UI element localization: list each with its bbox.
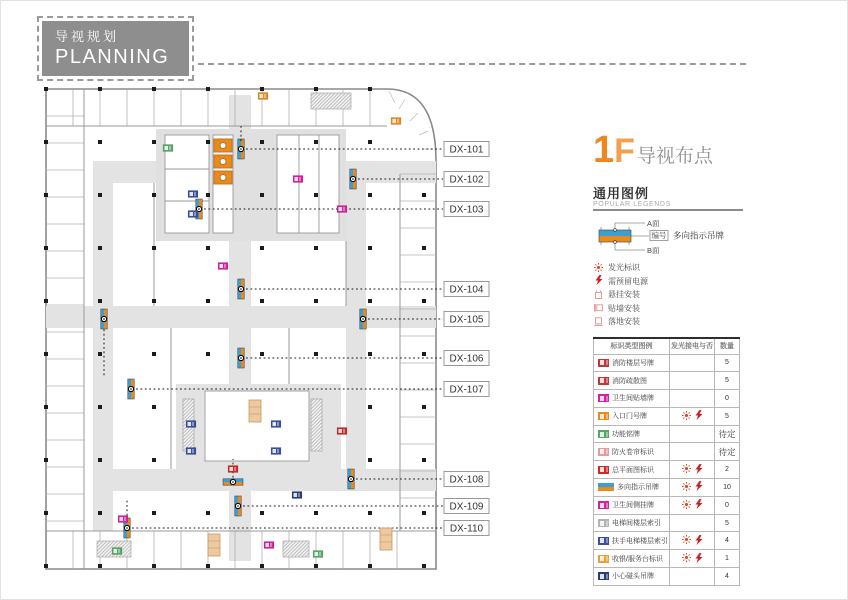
bolt-icon bbox=[695, 464, 703, 476]
table-row bbox=[594, 443, 740, 461]
hanging-sign-marker bbox=[128, 379, 134, 399]
sun-icon bbox=[682, 482, 691, 493]
bolt-icon bbox=[695, 481, 703, 493]
table-row bbox=[594, 354, 740, 372]
floor-mount-icon bbox=[594, 313, 603, 331]
sign-type-label: 功能铭牌 bbox=[612, 431, 640, 439]
title-box-inner bbox=[42, 21, 189, 76]
sun-icon bbox=[682, 535, 691, 546]
svg-text:DX-103: DX-103 bbox=[449, 204, 484, 216]
lit-power-cell bbox=[670, 407, 715, 425]
table-row bbox=[594, 496, 740, 514]
table-row bbox=[594, 550, 740, 568]
legend-item-label: 发光标识 bbox=[608, 263, 640, 273]
plan-tag bbox=[186, 448, 196, 455]
page-title-en: PLANNING bbox=[55, 46, 170, 68]
sign-type-label: 多向指示吊牌 bbox=[617, 484, 659, 492]
hanging-sign-marker bbox=[350, 169, 356, 189]
header-sign-type: 标识类型图例 bbox=[594, 338, 670, 355]
svg-text:DX-101: DX-101 bbox=[449, 144, 484, 156]
multi-direction-hanging-sign-icon bbox=[598, 483, 614, 491]
lit-power-cell bbox=[670, 479, 715, 497]
legend-item bbox=[593, 275, 745, 289]
plan-tag bbox=[391, 118, 401, 125]
table-header-row bbox=[594, 338, 740, 355]
service-desk-box bbox=[380, 528, 392, 550]
svg-text:DX-107: DX-107 bbox=[449, 384, 484, 396]
sun-icon bbox=[682, 553, 691, 564]
legend-item-label: 落地安装 bbox=[608, 317, 640, 327]
quantity-cell: 4 bbox=[715, 532, 740, 550]
legend-item-label: 贴墙安装 bbox=[608, 303, 640, 313]
plan-point-label bbox=[444, 382, 489, 397]
lit-power-cell bbox=[670, 568, 715, 586]
plan-tag bbox=[337, 206, 347, 213]
master-plan-sign-icon bbox=[598, 466, 609, 474]
sign-type-label: 入口门号牌 bbox=[612, 413, 647, 421]
plan-tag bbox=[112, 548, 122, 555]
hanging-sign-marker bbox=[238, 139, 244, 159]
plan-point-label bbox=[444, 472, 489, 487]
table-row bbox=[594, 425, 740, 443]
sign-type-label: 总平面图标识 bbox=[612, 466, 654, 474]
plan-point-label bbox=[444, 521, 489, 536]
elevator-floor-index-icon bbox=[598, 519, 609, 527]
plan-point-label bbox=[444, 202, 489, 217]
bolt-icon bbox=[695, 499, 703, 511]
floor-title-text: 导视布点 bbox=[636, 146, 713, 167]
quantity-cell: 5 bbox=[715, 407, 740, 425]
sign-type-label: 防火卷帘标识 bbox=[612, 448, 654, 456]
lit-power-cell bbox=[670, 461, 715, 479]
quantity-cell: 5 bbox=[715, 372, 740, 390]
table-row bbox=[594, 372, 740, 390]
hanging-sign-marker bbox=[348, 469, 354, 489]
hanging-sign-marker bbox=[223, 479, 243, 485]
plan-tag bbox=[188, 191, 198, 198]
lit-power-cell bbox=[670, 354, 715, 372]
sun-icon bbox=[682, 411, 691, 422]
legend-item bbox=[593, 261, 745, 275]
svg-text:DX-104: DX-104 bbox=[449, 284, 484, 296]
floor-title bbox=[593, 131, 745, 171]
svg-text:DX-105: DX-105 bbox=[449, 314, 484, 326]
sun-icon bbox=[682, 464, 691, 475]
legend-item bbox=[593, 288, 745, 302]
service-desk-box bbox=[208, 534, 220, 556]
quantity-cell: 5 bbox=[715, 514, 740, 532]
lit-power-cell bbox=[670, 550, 715, 568]
svg-text:DX-110: DX-110 bbox=[449, 523, 484, 535]
fire-floor-number-sign-icon bbox=[598, 359, 609, 367]
header-dashed-divider bbox=[198, 63, 746, 65]
plan-tag bbox=[313, 551, 323, 558]
sign-type-label: 卫生间贴墙牌 bbox=[612, 395, 654, 403]
lit-power-cell bbox=[670, 514, 715, 532]
sign-type-label: 收银/服务台标识 bbox=[612, 555, 663, 563]
plan-tag bbox=[271, 448, 281, 455]
side-panel bbox=[593, 131, 745, 586]
quantity-cell: 1 bbox=[715, 550, 740, 568]
plan-tag bbox=[218, 263, 228, 270]
sign-type-label: 小心碰头吊牌 bbox=[612, 573, 654, 581]
legend-list bbox=[593, 261, 745, 329]
legend-heading bbox=[593, 183, 743, 211]
legend-item-label: 需预留电源 bbox=[608, 276, 648, 286]
toilet-wall-sign-icon bbox=[598, 394, 609, 402]
table-row bbox=[594, 461, 740, 479]
plan-point-label bbox=[444, 282, 489, 297]
bolt-icon bbox=[695, 410, 703, 422]
legend-title-en: POPULAR LEGENDS bbox=[593, 201, 671, 208]
quantity-cell: 0 bbox=[715, 496, 740, 514]
quantity-cell: 0 bbox=[715, 390, 740, 408]
plan-point-label bbox=[444, 172, 489, 187]
sign-type-label: 扶手电梯楼层索引 bbox=[612, 537, 668, 545]
legend-title-cn: 通用图例 bbox=[593, 186, 650, 201]
function-plate-icon bbox=[598, 430, 609, 438]
plan-tag bbox=[258, 93, 268, 100]
floor-letter: F bbox=[614, 132, 635, 170]
fire-shutter-sign-icon bbox=[598, 448, 609, 456]
table-row bbox=[594, 568, 740, 586]
title-box bbox=[37, 16, 194, 81]
plan-tag bbox=[118, 516, 128, 523]
table-row bbox=[594, 407, 740, 425]
lit-power-cell bbox=[670, 496, 715, 514]
watch-your-head-hanging-sign-icon bbox=[598, 572, 609, 580]
table-row bbox=[594, 390, 740, 408]
quantity-cell: 4 bbox=[715, 568, 740, 586]
hanging-sign-marker bbox=[101, 309, 107, 329]
sign-type-label: 消防楼层号牌 bbox=[612, 359, 654, 367]
sign-type-table bbox=[593, 337, 740, 586]
sign-name-label: 多向指示吊牌 bbox=[673, 230, 725, 241]
quantity-cell: 待定 bbox=[715, 425, 740, 443]
quantity-cell: 待定 bbox=[715, 443, 740, 461]
table-row bbox=[594, 479, 740, 497]
floor-plan bbox=[37, 79, 537, 585]
sign-type-label: 消防疏散图 bbox=[612, 377, 647, 385]
plan-tag bbox=[292, 492, 302, 499]
page-title-cn: 导视规划 bbox=[55, 29, 120, 44]
svg-text:DX-108: DX-108 bbox=[449, 474, 484, 486]
service-desk-box bbox=[249, 400, 261, 422]
legend-item-label: 悬挂安装 bbox=[608, 290, 640, 300]
svg-text:DX-102: DX-102 bbox=[449, 174, 484, 186]
quantity-cell: 10 bbox=[715, 479, 740, 497]
plan-point-label bbox=[444, 142, 489, 157]
hanging-sign-icon bbox=[599, 229, 631, 244]
quantity-cell: 5 bbox=[715, 354, 740, 372]
plan-tag bbox=[337, 428, 347, 435]
plan-point-label bbox=[444, 499, 489, 514]
cashier-service-desk-sign-icon bbox=[598, 555, 609, 563]
toilet-side-hanging-sign-icon bbox=[598, 501, 609, 509]
plan-point-labels bbox=[444, 142, 489, 536]
entrance-door-number-sign-icon bbox=[598, 412, 609, 420]
sign-type-label: 卫生间侧挂牌 bbox=[612, 502, 654, 510]
svg-text:DX-106: DX-106 bbox=[449, 353, 484, 365]
table-row bbox=[594, 532, 740, 550]
hanging-sign-marker bbox=[238, 279, 244, 299]
lit-power-cell bbox=[670, 443, 715, 461]
plan-point-label bbox=[444, 312, 489, 327]
header-lit-power: 发光接电与否 bbox=[670, 338, 715, 355]
hanging-sign-diagram bbox=[593, 215, 745, 259]
lit-power-cell bbox=[670, 372, 715, 390]
table-row bbox=[594, 514, 740, 532]
legend-item bbox=[593, 302, 745, 316]
plan-tag bbox=[163, 145, 173, 152]
bolt-icon bbox=[695, 553, 703, 565]
plan-tag bbox=[188, 211, 198, 218]
escalator-floor-index-icon bbox=[598, 537, 609, 545]
sign-side-a-label: A面 bbox=[647, 219, 660, 228]
hanging-sign-marker bbox=[238, 348, 244, 368]
plan-point-label bbox=[444, 351, 489, 366]
sun-icon bbox=[682, 500, 691, 511]
plan-tag bbox=[186, 421, 196, 428]
plan-tag bbox=[228, 466, 238, 473]
hanging-sign-marker bbox=[235, 496, 241, 516]
lit-power-cell bbox=[670, 425, 715, 443]
quantity-cell: 2 bbox=[715, 461, 740, 479]
plan-tag bbox=[271, 421, 281, 428]
plan-tag bbox=[293, 176, 303, 183]
sign-type-label: 电梯间楼层索引 bbox=[612, 520, 661, 528]
sign-number-label: 编号 bbox=[651, 231, 667, 240]
svg-text:DX-109: DX-109 bbox=[449, 501, 484, 513]
header-quantity: 数量 bbox=[715, 338, 740, 355]
bolt-icon bbox=[695, 535, 703, 547]
plan-tag bbox=[264, 542, 274, 549]
lit-power-cell bbox=[670, 532, 715, 550]
fire-evacuation-map-icon bbox=[598, 377, 609, 385]
lit-power-cell bbox=[670, 390, 715, 408]
legend-item bbox=[593, 315, 745, 329]
floor-number: 1 bbox=[593, 129, 615, 171]
sign-side-b-label: B面 bbox=[647, 246, 660, 255]
hanging-sign-marker bbox=[360, 309, 366, 329]
